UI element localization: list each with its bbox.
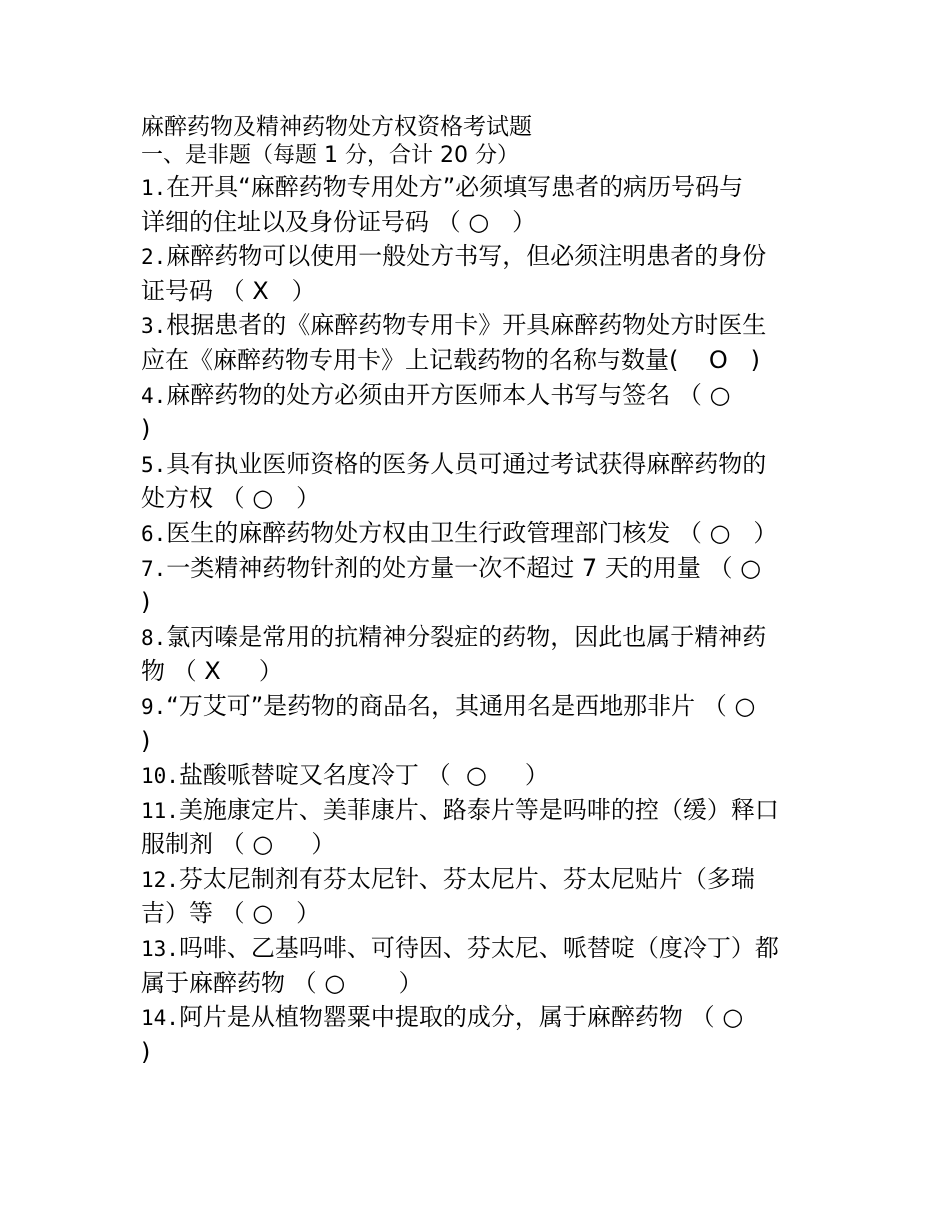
question-item	[141, 447, 821, 516]
question-text: 芬太尼制剂有芬太尼针、芬太尼片、芬太尼贴片（多瑞	[178, 864, 755, 893]
question-line	[141, 378, 821, 413]
question-text: 美施康定片、美菲康片、路泰片等是吗啡的控（缓）释口	[178, 795, 779, 824]
question-line	[141, 170, 821, 205]
question-text: 吗啡、乙基吗啡、可待因、芬太尼、哌替啶（度冷丁）都	[178, 934, 779, 963]
question-line: 服制剂 （ ○ ）	[141, 830, 336, 859]
question-text: 在开具“麻醉药物专用处方”必须填写患者的病历号码与	[166, 173, 744, 201]
question-text: 具有执业医师资格的医务人员可通过考试获得麻醉药物的	[166, 449, 767, 478]
question-line: )	[141, 415, 151, 444]
question-number: 2.	[141, 245, 167, 270]
question-line	[141, 793, 821, 828]
question-text: 一类精神药物针剂的处方量一次不超过 7 天的用量 （ ○	[166, 553, 762, 582]
question-list	[141, 170, 821, 1069]
question-line	[141, 931, 821, 966]
question-item	[141, 551, 821, 620]
question-text: “万艾可”是药物的商品名，其通用名是西地那非片 （ ○	[166, 691, 756, 720]
question-number: 4.	[141, 383, 167, 408]
question-line: 物 （ X ）	[141, 657, 283, 686]
question-line: 处方权 （ ○ ）	[141, 484, 321, 513]
section-heading: 一、是非题（每题 1 分，合计 20 分）	[141, 143, 519, 168]
question-text: 阿片是从植物罂粟中提取的成分，属于麻醉药物 （ ○	[178, 1003, 744, 1032]
question-item	[141, 620, 821, 689]
question-number: 7.	[141, 556, 167, 581]
question-text: 医生的麻醉药物处方权由卫生行政管理部门核发 （ ○ ）	[166, 518, 778, 547]
question-number: 14.	[141, 1006, 179, 1031]
question-item	[141, 862, 821, 931]
question-text: 盐酸哌替啶又名度冷丁 （ ○ ）	[178, 761, 549, 790]
question-item	[141, 239, 821, 308]
question-item	[141, 793, 821, 862]
question-line	[141, 447, 821, 482]
question-line	[141, 862, 821, 897]
question-line	[141, 516, 821, 551]
question-number: 11.	[141, 798, 179, 823]
question-text: 麻醉药物可以使用一般处方书写，但必须注明患者的身份	[166, 242, 767, 271]
question-number: 9.	[141, 694, 167, 719]
question-line: )	[141, 588, 151, 617]
question-item	[141, 1000, 821, 1069]
question-line: 吉）等 （ ○ ）	[141, 899, 321, 928]
question-number: 12.	[141, 867, 179, 892]
question-item	[141, 931, 821, 1000]
question-line: 属于麻醉药物 （ ○ ）	[141, 968, 423, 997]
question-text: 氯丙嗪是常用的抗精神分裂症的药物，因此也属于精神药	[166, 622, 767, 651]
question-item	[141, 170, 821, 239]
question-line	[141, 758, 821, 793]
question-line	[141, 239, 821, 274]
question-line	[141, 551, 821, 586]
question-number: 3.	[141, 314, 167, 339]
question-item	[141, 758, 821, 793]
question-text: 麻醉药物的处方必须由开方医师本人书写与签名 （ ○	[166, 380, 731, 409]
question-line	[141, 689, 821, 724]
question-number: 5.	[141, 452, 167, 477]
question-line: )	[141, 726, 151, 755]
question-line	[141, 620, 821, 655]
question-number: 10.	[141, 764, 179, 789]
question-number: 8.	[141, 625, 167, 650]
document-title: 麻醉药物及精神药物处方权资格考试题	[141, 114, 532, 140]
question-line: 详细的住址以及身份证号码 （ ○ ）	[141, 207, 537, 236]
question-line: 证号码 （ X ）	[141, 276, 316, 305]
question-line: )	[141, 1037, 151, 1066]
question-line	[141, 308, 821, 343]
question-number: 6.	[141, 521, 167, 546]
question-item	[141, 689, 821, 758]
document-page	[141, 112, 821, 1069]
question-item	[141, 308, 821, 377]
question-line	[141, 1000, 821, 1035]
question-number: 1.	[141, 176, 167, 200]
question-line: 应在《麻醉药物专用卡》上记载药物的名称与数量( O )	[141, 345, 761, 374]
question-number: 13.	[141, 937, 179, 962]
question-text: 根据患者的《麻醉药物专用卡》开具麻醉药物处方时医生	[166, 311, 767, 340]
question-item	[141, 516, 821, 551]
question-item	[141, 378, 821, 447]
